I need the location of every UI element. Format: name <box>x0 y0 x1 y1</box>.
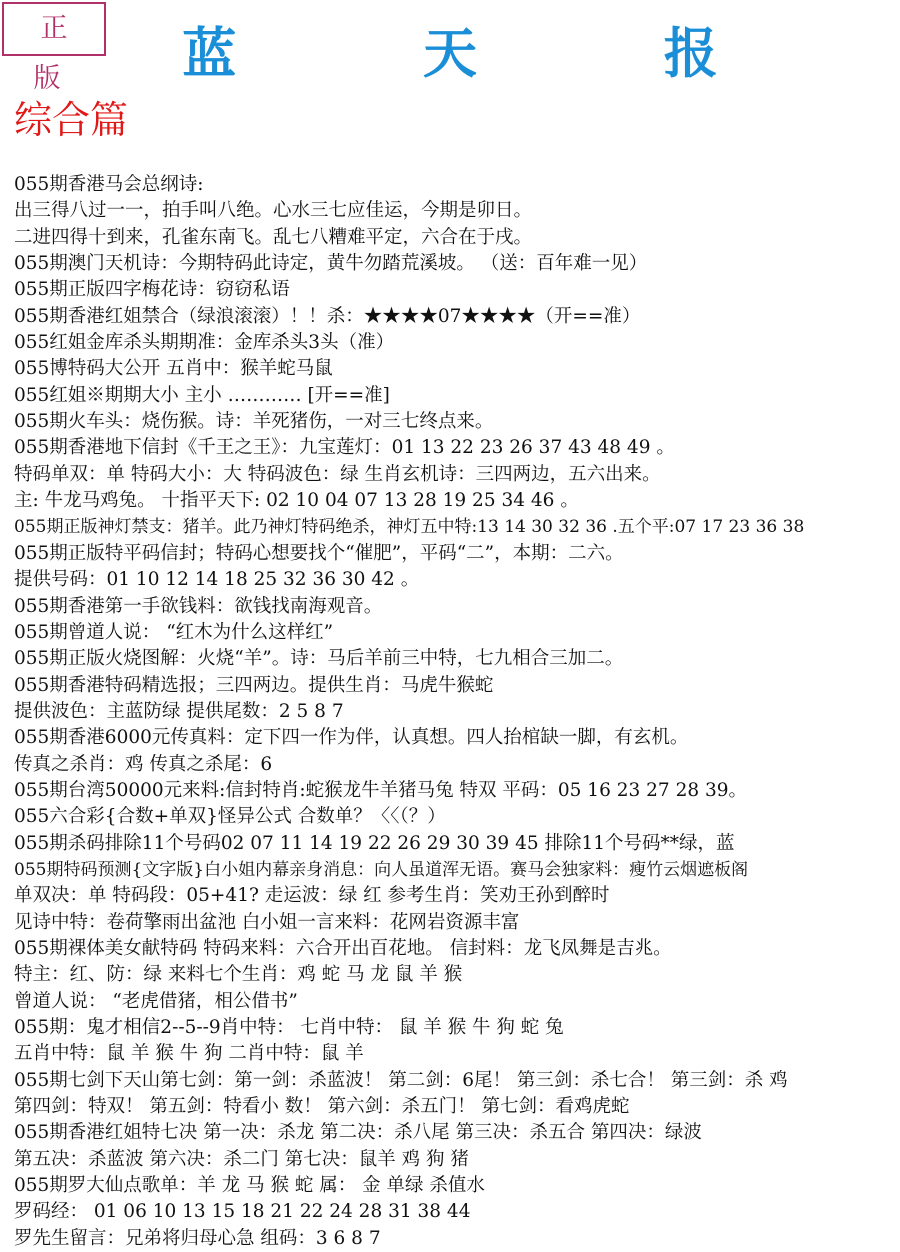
text-line: 055红姐金库杀头期期准：金库杀头3头（准） <box>14 332 395 354</box>
text-line: 055期香港第一手欲钱料：欲钱找南海观音。 <box>14 595 383 617</box>
text-line: 055期曾道人说： “红木为什么这样红” <box>14 621 334 643</box>
text-line: 出三得八过一一，拍手叫八绝。心水三七应佳运，今期是卯日。 <box>14 200 533 222</box>
text-line: 单双决：单 特码段：05+41? 走运波：绿 红 参考生肖：笑劝王孙到醉时 <box>14 885 610 907</box>
text-line: 特主：红、防：绿 来料七个生肖：鸡 蛇 马 龙 鼠 羊 猴 <box>14 964 463 986</box>
text-line: 特码单双：单 特码大小：大 特码波色：绿 生肖玄机诗：三四两边，五六出来。 <box>14 463 661 485</box>
text-line: 055期正版神灯禁支：猪羊。此乃神灯特码绝杀，神灯五中特:13 14 30 32 36 .五个平:07 17 23 36 38 <box>14 517 805 538</box>
text-line: 罗先生留言：兄弟将归母心急 组码：3 6 8 7 <box>14 1227 381 1249</box>
text-line: 055期正版特平码信封；特码心想要找个“催肥”，平码“二”，本期：二六。 <box>14 542 624 564</box>
text-line: 罗码经： 01 06 10 13 15 18 21 22 24 28 31 38 44 <box>14 1201 471 1223</box>
text-line: 传真之杀肖：鸡 传真之杀尾：6 <box>14 753 273 775</box>
text-line: 055期香港马会总纲诗: <box>14 174 204 195</box>
text-line: 曾道人说： “老虎借猪，相公借书” <box>14 990 298 1012</box>
text-line: 055博特码大公开 五肖中：猴羊蛇马鼠 <box>14 358 333 380</box>
text-line: 见诗中特：卷荷擎雨出盆池 白小姐一言来料：花网岩资源丰富 <box>14 911 520 933</box>
text-line: 055期七剑下天山第七剑：第一剑：杀蓝波！ 第二剑：6尾！ 第三剑：杀七合！ 第三剑：杀 鸡 <box>14 1069 788 1091</box>
text-line: 提供波色：主蓝防绿 提供尾数：2 5 8 7 <box>14 700 344 722</box>
text-line: 055期香港6000元传真料：定下四一作为伴，认真想。四人抬棺缺一脚，有玄机。 <box>14 727 689 749</box>
text-line: 二进四得十到来，孔雀东南飞。乱七八糟难平定，六合在于戌。 <box>14 226 533 248</box>
text-line: 055期香港特码精选报；三四两边。提供生肖：马虎牛猴蛇 <box>14 674 494 696</box>
text-line: 055期：鬼才相信2--5--9肖中特： 七肖中特： 鼠 羊 猴 牛 狗 蛇 兔 <box>14 1017 564 1038</box>
text-line: 主: 牛龙马鸡兔。 十指平天下: 02 10 04 07 13 28 19 25 34 46 。 <box>14 490 579 512</box>
text-line: 第五决：杀蓝波 第六决：杀二门 第七决：鼠羊 鸡 狗 猪 <box>14 1148 469 1170</box>
text-line: 055期火车头：烧伤猴。诗：羊死猪伤，一对三七终点来。 <box>14 411 494 433</box>
text-line: 055红姐※期期大小 主小 ………… [开==准] <box>14 384 390 406</box>
text-line: 055期正版四字梅花诗：窃窃私语 <box>14 279 290 301</box>
text-line: 055期裸体美女献特码 特码来料：六合开出百花地。 信封料：龙飞凤舞是吉兆。 <box>14 937 672 959</box>
text-line: 055期澳门天机诗：今期特码此诗定，黄牛勿踏荒溪坡。 （送：百年难一见） <box>14 253 648 275</box>
text-line: 055期香港红姐特七决 第一决：杀龙 第二决：杀八尾 第三决：杀五合 第四决：绿波 <box>14 1122 702 1144</box>
page-title: 蓝 天 报 <box>182 21 802 85</box>
content-lines <box>14 172 894 1252</box>
text-line: 055期罗大仙点歌单：羊 龙 马 猴 蛇 属： 金 单绿 杀值水 <box>14 1175 485 1197</box>
section-heading: 综合篇 <box>14 98 129 142</box>
text-line: 055期特码预测{文字版}白小姐内幕亲身消息：向人虽道浑无语。赛马会独家料：瘦竹云烟遮板阁 <box>14 859 749 880</box>
text-line: 055期香港红姐禁合（绿浪滚滚）！！杀：★★★★07★★★★（开==准） <box>14 305 641 327</box>
stamp-label: 正 版 <box>2 2 106 56</box>
text-line: 055期正版火烧图解：火烧“羊”。诗：马后羊前三中特，七九相合三加二。 <box>14 648 624 670</box>
text-line: 055期香港地下信封《千王之王》：九宝莲灯：01 13 22 23 26 37 43 48 49 。 <box>14 437 675 459</box>
text-line: 055六合彩{合数+单双}怪异公式 合数单？〈〈（？） <box>14 806 446 828</box>
text-line: 五肖中特：鼠 羊 猴 牛 狗 二肖中特：鼠 羊 <box>14 1043 364 1065</box>
text-line: 第四剑：特双！ 第五剑：特看小 数！ 第六剑：杀五门！ 第七剑：看鸡虎蛇 <box>14 1096 630 1118</box>
text-line: 提供号码：01 10 12 14 18 25 32 36 30 42 。 <box>14 569 420 591</box>
text-line: 055期台湾50000元来料:信封特肖:蛇猴龙牛羊猪马兔 特双 平码：05 16 23 27 28 39。 <box>14 779 748 801</box>
text-line: 055期杀码排除11个号码02 07 11 14 19 22 26 29 30 39 45 排除11个号码**绿，蓝 <box>14 832 735 854</box>
